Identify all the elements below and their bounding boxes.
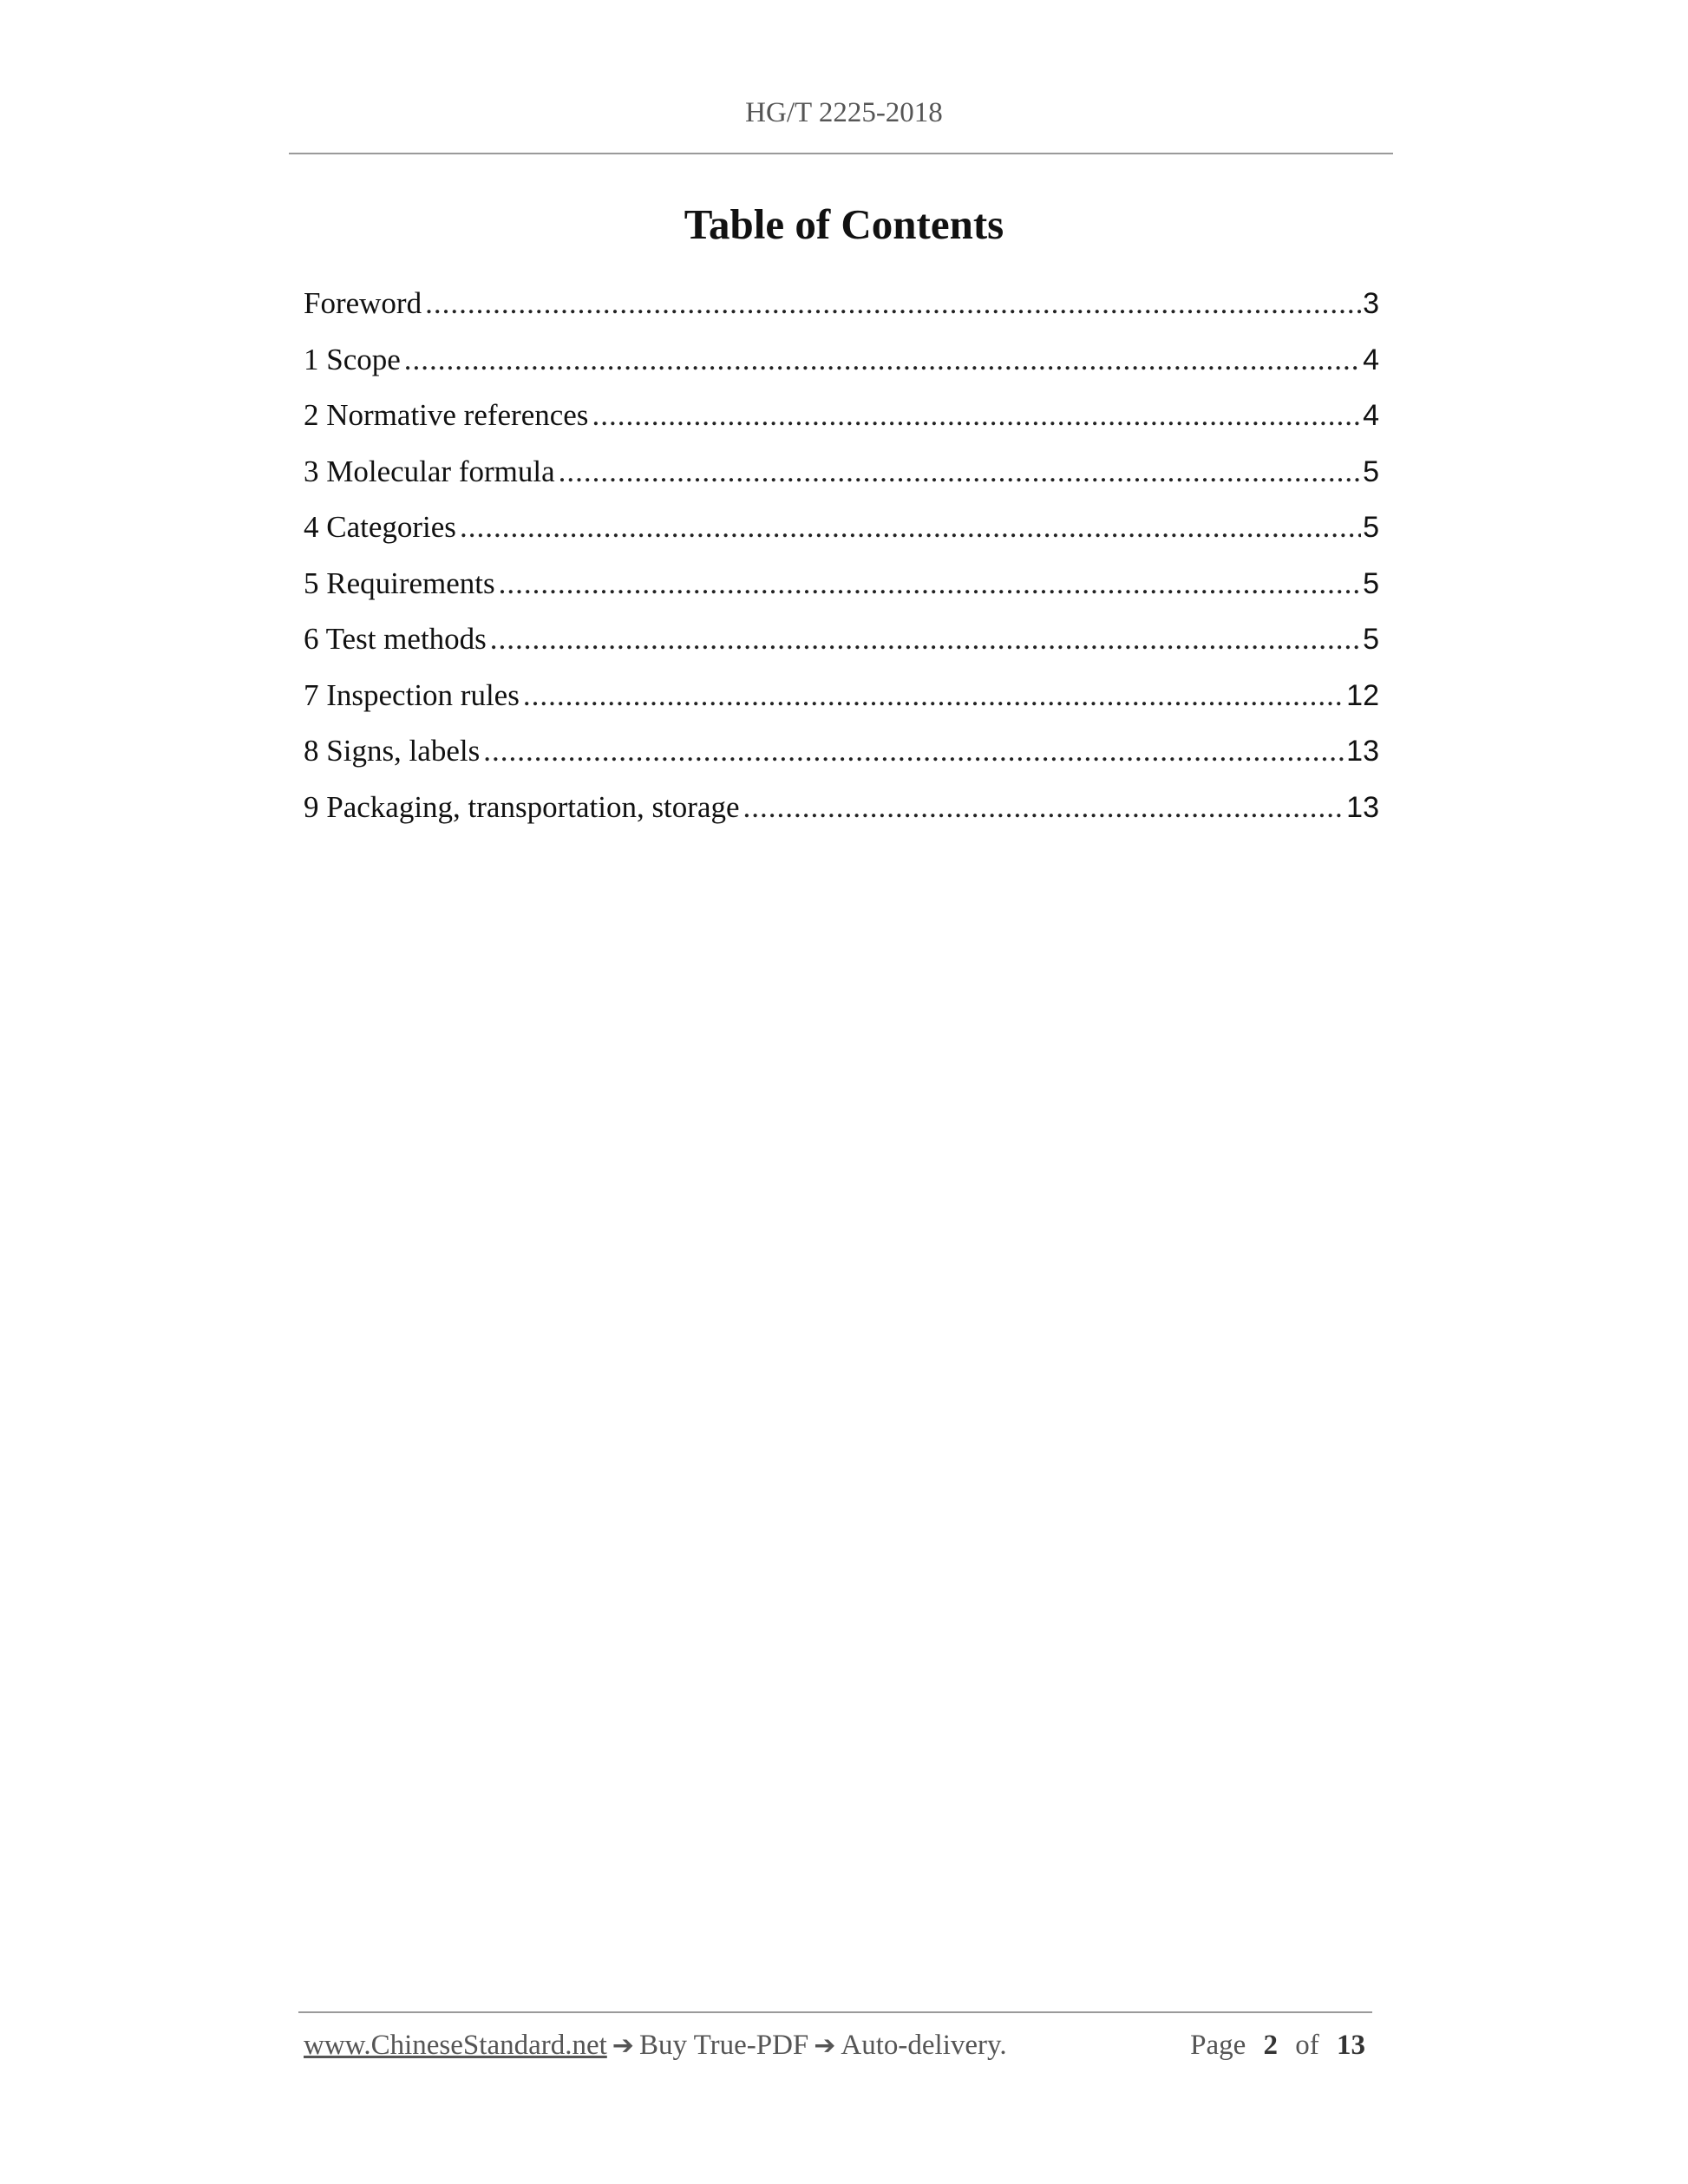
of-word: of: [1295, 2030, 1319, 2061]
toc-dot-leader: [499, 559, 1361, 607]
document-code: HG/T 2225-2018: [745, 97, 943, 128]
toc-dot-leader: [592, 391, 1361, 439]
toc-entry-page: 5: [1363, 623, 1379, 656]
toc-dot-leader: [743, 783, 1345, 831]
toc-entry-label: 1 Scope: [304, 342, 401, 376]
website-link[interactable]: www.ChineseStandard.net: [304, 2030, 607, 2061]
delivery-step-text: Auto-delivery.: [841, 2030, 1007, 2061]
toc-dot-leader: [425, 279, 1361, 327]
toc-entry-label: 2 Normative references: [304, 398, 589, 432]
toc-entry-label: 4 Categories: [304, 510, 456, 544]
toc-entry-scope[interactable]: [304, 336, 1379, 392]
toc-entry-page: 3: [1363, 287, 1379, 320]
toc-entry-page: 5: [1363, 454, 1379, 488]
header-divider: [289, 153, 1393, 154]
toc-entry-molecular-formula[interactable]: [304, 448, 1379, 504]
toc-entry-page: 13: [1346, 790, 1379, 824]
toc-entry-page: 13: [1346, 735, 1379, 768]
toc-entry-page: 5: [1363, 511, 1379, 544]
toc-entry-categories[interactable]: [304, 503, 1379, 559]
toc-entry-foreword[interactable]: [304, 279, 1379, 336]
toc-entry-page: 12: [1346, 678, 1379, 712]
toc-entry-label: 5 Requirements: [304, 566, 495, 600]
toc-entry-label: Foreword: [304, 286, 422, 320]
toc-dot-leader: [559, 448, 1361, 495]
toc-entry-inspection-rules[interactable]: [304, 671, 1379, 728]
page-indicator: [1190, 2030, 1365, 2062]
toc-list: [304, 279, 1379, 839]
toc-dot-leader: [483, 727, 1345, 775]
buy-step-text: Buy True-PDF: [638, 2030, 809, 2061]
toc-entry-page: 4: [1363, 343, 1379, 376]
toc-dot-leader: [460, 503, 1361, 551]
arrow-right-icon: ➔: [612, 2030, 634, 2061]
toc-entry-requirements[interactable]: [304, 559, 1379, 616]
toc-entry-label: 3 Molecular formula: [304, 454, 555, 488]
toc-entry-page: 4: [1363, 399, 1379, 432]
footer-divider: [298, 2011, 1372, 2013]
toc-dot-leader: [404, 336, 1361, 383]
current-page-number: 2: [1263, 2030, 1278, 2061]
toc-entry-normative-references[interactable]: [304, 391, 1379, 448]
toc-title: Table of Contents: [684, 200, 1004, 248]
toc-dot-leader: [523, 671, 1345, 719]
toc-entry-packaging[interactable]: [304, 783, 1379, 840]
toc-entry-label: 9 Packaging, transportation, storage: [304, 789, 740, 824]
page-word: Page: [1190, 2030, 1246, 2061]
arrow-right-icon: ➔: [814, 2030, 836, 2061]
toc-entry-test-methods[interactable]: [304, 615, 1379, 671]
toc-dot-leader: [490, 615, 1361, 663]
toc-entry-label: 8 Signs, labels: [304, 734, 481, 768]
toc-entry-page: 5: [1363, 566, 1379, 600]
toc-entry-signs-labels[interactable]: [304, 727, 1379, 783]
total-page-count: 13: [1337, 2030, 1365, 2061]
toc-entry-label: 6 Test methods: [304, 622, 487, 656]
footer-promo: [304, 2030, 1007, 2062]
toc-entry-label: 7 Inspection rules: [304, 677, 520, 712]
